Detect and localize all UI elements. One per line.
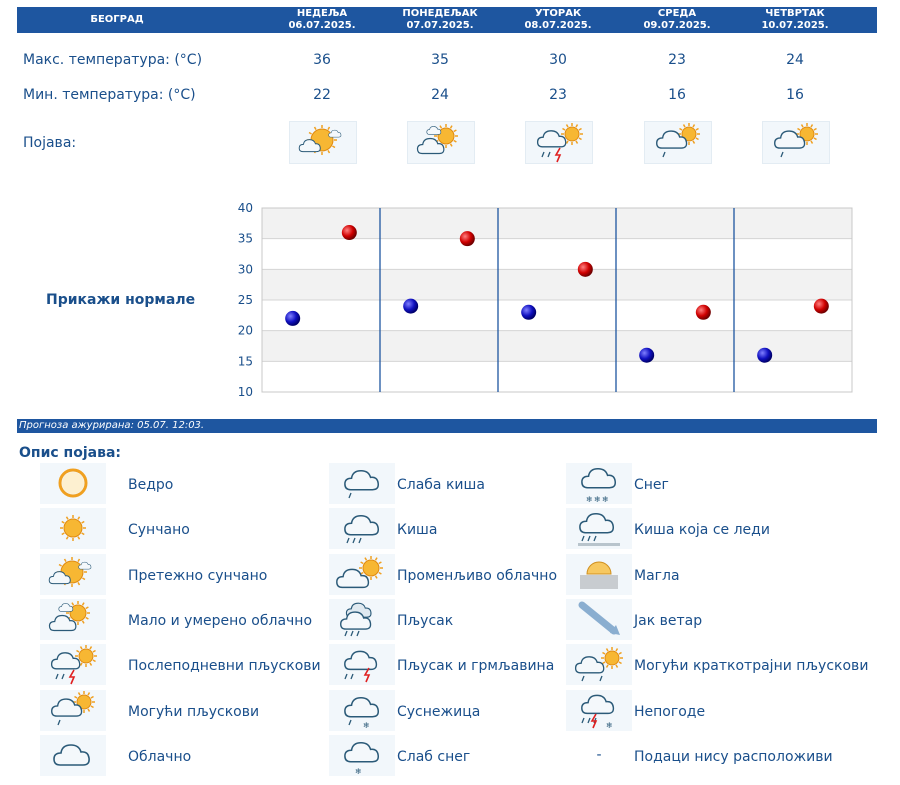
variable-cloud-icon <box>329 554 395 595</box>
cloudy-icon <box>40 735 106 776</box>
no-data-symbol: - <box>596 746 602 763</box>
grid-band <box>262 269 852 300</box>
legend-label: Могући пљускови <box>128 703 260 720</box>
legend-label: Јак ветар <box>634 612 703 629</box>
min-temp-label: Мин. температура: (°C) <box>23 87 196 103</box>
max-temp-value: 30 <box>549 52 567 68</box>
max-temp-value: 24 <box>786 52 804 68</box>
min-temp-value: 23 <box>549 87 567 103</box>
svg-text:❄: ❄ <box>606 720 613 730</box>
mostly-sunny-icon <box>40 554 106 595</box>
forecast-updated-text: Прогноза ажурирана: 05.07. 12:03. <box>19 420 205 431</box>
y-tick-label: 25 <box>237 293 253 307</box>
few-clouds-icon <box>407 121 475 164</box>
snow-icon <box>566 463 632 504</box>
thunder-shower-icon <box>329 644 395 685</box>
legend-label: Променљиво облачно <box>397 567 558 584</box>
few-clouds-icon <box>40 599 106 640</box>
min-temp-point <box>757 348 772 363</box>
sunny-icon <box>40 508 106 549</box>
strong-wind-icon <box>566 599 632 640</box>
min-temp-point <box>639 348 654 363</box>
possible-showers-icon <box>762 121 830 164</box>
legend-label: Ведро <box>128 477 174 493</box>
day-header <box>736 8 854 32</box>
day-name: ПОНЕДЕЉАК <box>402 8 478 19</box>
legend-label: Слаба киша <box>397 477 485 493</box>
legend-label: Пљусак <box>397 612 454 629</box>
day-header <box>263 8 381 32</box>
day-name: УТОРАК <box>534 8 582 19</box>
grid-band <box>262 361 852 392</box>
day-date: 10.07.2025. <box>761 20 829 31</box>
phenomenon-label: Појава: <box>23 135 77 151</box>
min-temp-point <box>285 311 300 326</box>
min-temp-point <box>403 299 418 314</box>
brief-showers-icon <box>566 644 632 685</box>
y-tick-label: 15 <box>237 354 253 369</box>
y-tick-label: 30 <box>237 262 253 277</box>
legend-label: Киша <box>397 522 438 539</box>
day-date: 09.07.2025. <box>643 20 711 31</box>
shower-icon <box>329 599 395 640</box>
legend-label: Облачно <box>128 748 192 765</box>
max-temp-point <box>814 299 829 314</box>
max-temp-point <box>696 305 711 320</box>
legend-label: Послеподневни пљускови <box>128 658 321 675</box>
storm-icon <box>566 690 632 731</box>
temperature-chart <box>222 198 862 400</box>
min-temp-value: 24 <box>431 87 449 103</box>
no-data-dash <box>566 735 632 776</box>
forecast-header <box>17 7 877 33</box>
y-tick-label: 10 <box>237 385 253 399</box>
rain-icon <box>329 508 395 549</box>
light-rain-icon <box>329 463 395 504</box>
forecast-updated-bar <box>17 419 877 433</box>
legend-label: Могући краткотрајни пљускови <box>634 658 869 675</box>
freezing-rain-icon <box>566 508 632 549</box>
min-temp-value: 16 <box>786 87 804 103</box>
legend-label: Киша која се леди <box>634 522 770 539</box>
city-name: БЕОГРАД <box>90 14 144 25</box>
day-date: 08.07.2025. <box>524 20 592 31</box>
legend-label: Мало и умерено облачно <box>128 612 313 629</box>
svg-text:❄: ❄ <box>363 720 370 730</box>
day-name: ЧЕТВРТАК <box>765 8 825 19</box>
legend-label: Магла <box>634 567 680 584</box>
svg-text:❄: ❄ <box>602 495 609 504</box>
show-normals-link[interactable]: Прикажи нормале <box>46 292 196 308</box>
fog-icon <box>566 554 632 595</box>
y-tick-label: 40 <box>237 201 253 215</box>
clear-icon <box>40 463 106 504</box>
day-header <box>381 8 499 32</box>
legend-label: Пљусак и грмљавина <box>397 658 555 675</box>
legend-title: Опис појава: <box>19 445 121 461</box>
sleet-icon <box>329 690 395 731</box>
svg-text:❄: ❄ <box>355 766 362 776</box>
svg-text:❄: ❄ <box>594 495 601 504</box>
possible-showers-icon <box>40 690 106 731</box>
svg-text:❄: ❄ <box>586 495 593 504</box>
min-temp-value: 16 <box>668 87 686 103</box>
grid-band <box>262 239 852 270</box>
day-header <box>499 8 617 32</box>
max-temp-point <box>342 225 357 240</box>
legend-label: Суснежица <box>397 703 481 720</box>
day-header <box>618 8 736 32</box>
legend-label: Сунчано <box>128 522 190 539</box>
legend-label: Непогоде <box>634 703 706 720</box>
max-temp-value: 35 <box>431 52 449 68</box>
legend-label: Слаб снег <box>397 748 471 765</box>
day-date: 07.07.2025. <box>406 20 474 31</box>
y-tick-label: 20 <box>237 323 253 338</box>
afternoon-storm-icon <box>40 644 106 685</box>
max-temp-value: 23 <box>668 52 686 68</box>
possible-showers-icon <box>644 121 712 164</box>
day-date: 06.07.2025. <box>288 20 356 31</box>
max-temp-point <box>578 262 593 277</box>
grid-band <box>262 300 852 331</box>
legend-label: Претежно сунчано <box>128 567 268 584</box>
min-temp-point <box>521 305 536 320</box>
min-temp-value: 22 <box>313 87 331 103</box>
legend-label: Снег <box>634 477 669 493</box>
day-name: СРЕДА <box>657 8 697 19</box>
day-name: НЕДЕЉА <box>296 8 348 19</box>
mostly-sunny-icon <box>289 121 357 164</box>
max-temp-point <box>460 231 475 246</box>
light-snow-icon <box>329 735 395 776</box>
max-temp-label: Макс. температура: (°C) <box>23 52 203 68</box>
legend-label: Подаци нису расположиви <box>634 748 833 765</box>
y-tick-label: 35 <box>237 231 253 246</box>
afternoon-storm-icon <box>525 121 593 164</box>
max-temp-value: 36 <box>313 52 331 68</box>
